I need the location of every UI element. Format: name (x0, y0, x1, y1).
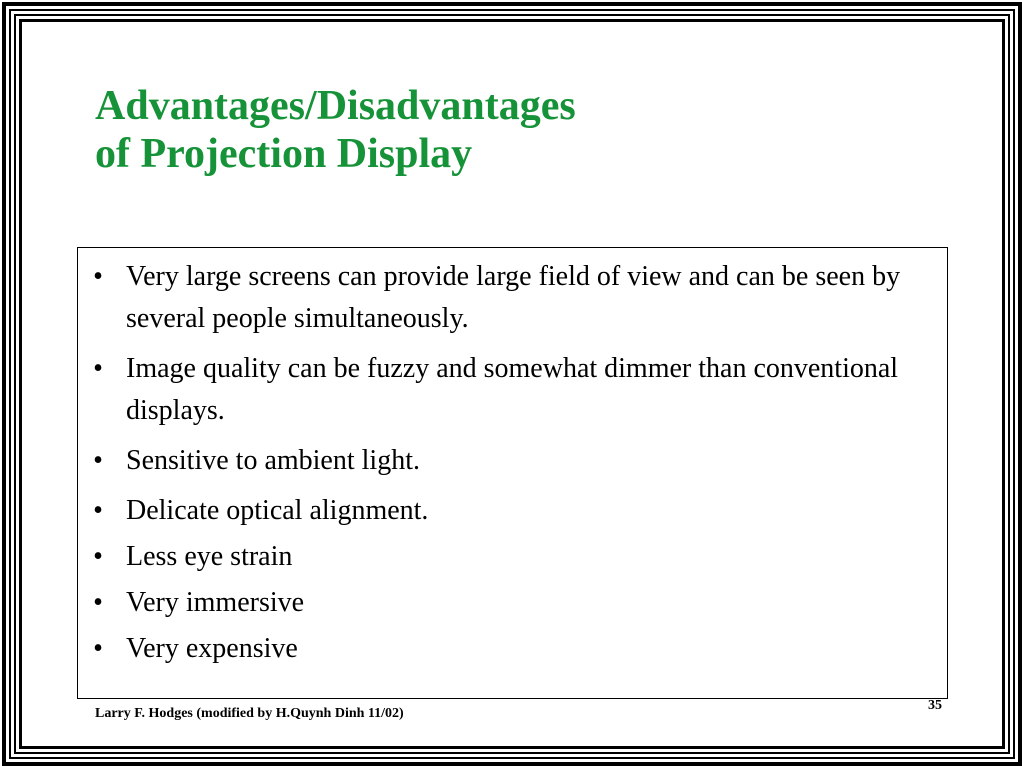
bullet-dot: • (93, 587, 103, 618)
footer-credit: Larry F. Hodges (modified by H.Quynh Dinh 11/02) (95, 706, 404, 721)
bullet-item (88, 490, 938, 532)
bullet-item (88, 536, 938, 578)
bullet-item (88, 440, 938, 482)
bullet-item (88, 628, 938, 670)
bullet-item (88, 348, 938, 432)
bullet-text: Very large screens can provide large field of view and can be seen by several people simultaneously. (126, 261, 901, 334)
bullet-dot: • (93, 495, 103, 526)
bullet-item (88, 582, 938, 624)
bullet-text: Sensitive to ambient light. (126, 445, 420, 476)
bullet-text: Image quality can be fuzzy and somewhat dimmer than conventional displays. (126, 353, 899, 426)
bullet-item (88, 256, 938, 340)
slide-title-line-2: of Projection Display (95, 131, 473, 177)
bullet-text: Very expensive (126, 633, 298, 664)
bullet-text: Very immersive (126, 587, 305, 618)
bullet-dot: • (93, 261, 103, 292)
slide-title (95, 82, 576, 178)
bullet-list (88, 256, 938, 670)
bullet-text: Delicate optical alignment. (126, 495, 429, 526)
bullet-dot: • (93, 353, 103, 384)
bullet-dot: • (93, 445, 103, 476)
bullet-text: Less eye strain (126, 541, 293, 572)
bullet-dot: • (93, 541, 103, 572)
content-box (77, 247, 948, 699)
slide-title-line-1: Advantages/Disadvantages (95, 83, 576, 129)
bullet-dot: • (93, 633, 103, 664)
page-number: 35 (928, 698, 942, 713)
